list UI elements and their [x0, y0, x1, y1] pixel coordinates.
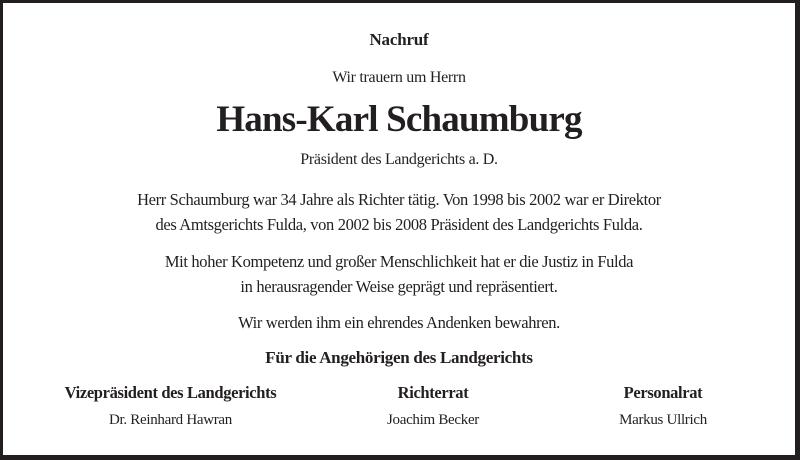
signatory-role: Richterrat — [397, 383, 469, 402]
signatory-name: Dr. Reinhard Hawran — [108, 412, 232, 428]
signatory-judges-council — [343, 383, 523, 429]
signatory-staff-council — [573, 383, 753, 429]
signatory-role: Personalrat — [623, 383, 703, 402]
signatory-name: Joachim Becker — [386, 412, 479, 428]
paragraph-1-line-2: des Amtsgerichts Fulda, von 2002 bis 2008 Präsident des Landgerichts Fulda. — [155, 215, 643, 234]
paragraph-2-line-2: in herausragender Weise geprägt und repräsentiert. — [240, 277, 558, 296]
deceased-title: Präsident des Landgerichts a. D. — [300, 151, 498, 168]
deceased-name: Hans-Karl Schaumburg — [216, 99, 582, 140]
notice-heading: Nachruf — [369, 30, 429, 49]
paragraph-2-line-1: Mit hoher Kompetenz und großer Menschlichkeit hat er die Justiz in Fulda — [164, 252, 634, 271]
signatory-name: Markus Ullrich — [619, 412, 707, 428]
signoff-text: Für die Angehörigen des Landgerichts — [265, 348, 533, 367]
signatory-vice-president — [23, 383, 318, 429]
paragraph-3-line-1: Wir werden ihm ein ehrendes Andenken bewahren. — [238, 313, 560, 332]
signatory-role: Vizepräsident des Landgerichts — [64, 383, 277, 402]
paragraph-1-line-1: Herr Schaumburg war 34 Jahre als Richter tätig. Von 1998 bis 2002 war er Direktor — [137, 190, 661, 209]
intro-text: Wir trauern um Herrn — [332, 69, 466, 86]
